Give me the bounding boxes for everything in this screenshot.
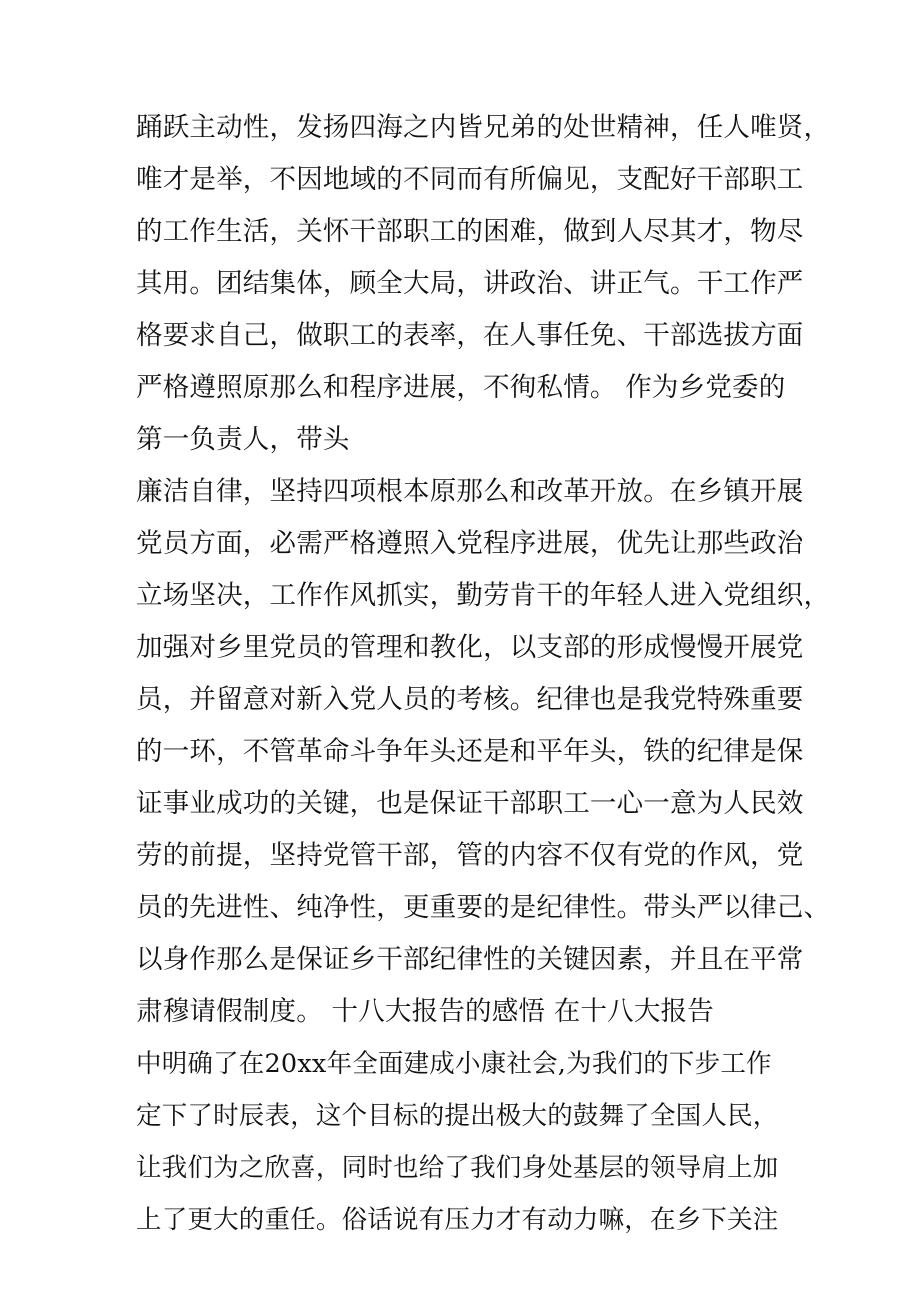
- text-line: 劳的前提，坚持党管干部，管的内容不仅有党的作风，党: [136, 840, 804, 871]
- text-line: 以身作那么是保证乡干部纪律性的关键因素，并且在平常: [136, 944, 804, 975]
- text-line: 加强对乡里党员的管理和教化，以支部的形成慢慢开展党: [136, 632, 804, 663]
- text-line: 党员方面，必需严格遵照入党程序进展，优先让那些政治: [136, 528, 804, 559]
- text-line: 上了更大的重任。俗话说有压力才有动力嘛，在乡下关注: [136, 1205, 779, 1235]
- text-line: 员的先进性、纯净性，更重要的是纪律性。带头严以律己、: [136, 892, 831, 923]
- text-line: 第一负责人，带头: [136, 424, 350, 455]
- text-line: 严格遵照原那么和程序进展，不徇私情。 作为乡党委的: [136, 372, 786, 403]
- text-line: 的工作生活，关怀干部职工的困难，做到人尽其才，物尽: [136, 216, 804, 247]
- text-line: 让我们为之欣喜，同时也给了我们身处基层的领导肩上加: [136, 1153, 779, 1183]
- body-text: [136, 102, 831, 1246]
- text-line: 中明确了在20xx年全面建成小康社会,为我们的下步工作: [136, 1049, 772, 1079]
- text-line: 唯才是举，不因地域的不同而有所偏见，支配好干部职工: [136, 164, 804, 195]
- text-line: 廉洁自律，坚持四项根本原那么和改革开放。在乡镇开展: [136, 476, 804, 507]
- text-line: 踊跃主动性，发扬四海之内皆兄弟的处世精神，任人唯贤，: [136, 112, 831, 143]
- text-line: 定下了时辰表，这个目标的提出极大的鼓舞了全国人民，: [136, 1101, 779, 1131]
- text-line: 员，并留意对新入党人员的考核。纪律也是我党特殊重要: [136, 684, 804, 715]
- text-line: 证事业成功的关键，也是保证干部职工一心一意为人民效: [136, 788, 804, 819]
- text-line: 立场坚决，工作作风抓实，勤劳肯干的年轻人进入党组织，: [136, 580, 831, 611]
- text-line: 肃穆请假制度。 十八大报告的感悟 在十八大报告: [136, 996, 714, 1027]
- text-line: 其用。团结集体，顾全大局，讲政治、讲正气。干工作严: [136, 268, 804, 299]
- text-line: 格要求自己，做职工的表率，在人事任免、干部选拔方面: [136, 320, 804, 351]
- text-line: 的一环，不管革命斗争年头还是和平年头，铁的纪律是保: [136, 736, 804, 767]
